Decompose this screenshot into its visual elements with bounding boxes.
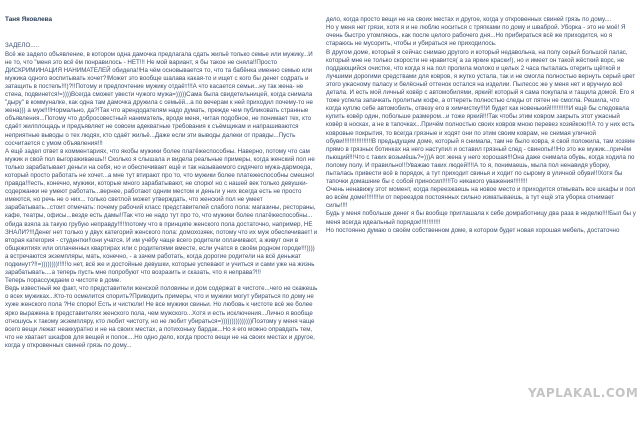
post-right-column <box>326 0 636 360</box>
post-text-left: ЗАДЕЛО..... Всё же задело объявление, в котором одна дамочка предлагала сдать жильё только семье или мужику...И не то, что "меня это всё ём понравилось - НЕТ!!! Не мой вариант, я бы такое не сняла!!Просто ДИСКРИМИНАЦИЯ НАНИМАТЕЛЕЙ обидела!!На чём основывается то, что та бабёнка именно семью или мужика одного воспитывать хочет?!Может это вообще шалава какая-то и ищет с кого бы денег содрать и затащить в постель!!!)?!!Потому и предпочтение мужику отдаёт!!!А что касается семьи...ну так жена- не стена, подвинется!=))))Всегда сможет увести чужого мужа=)))))Сама была свидетельницей, когда снимала "дыру" в коммуналке, как одна там дамочка дружила с семьёй...а по вечерам к ней приходил почему-то не жена))) а муж!!!!Нормально, да?!Так что арендодателям надо думать, прежде чем публиковать странные объявления...Потому что добросовестный наниматель, вроде меня, читая подобное, не понимает тех, кто сдаёт жилплощадь и предъявляет не совсем адекватные требования к съёмщикам и напрашиваются неприятные выводы о тех людях, кто сдаёт жильё...Даже если эти выводы далеки от правды...Пусть сосчитается с умом объявления!!! А ещё задел ответ в комментариях, что якобы мужики более платёжеспособны. Наверно, потому что сам мужик и свой пол выгораживаешь!! Сколько я слышала и видела реальные примеры, когда женский пол не только зарабатывает деньги на себя, но и обеспечивает ещё и так называемого сидячего мужа-дармоеда, который просто работать не хочет...а мне тут втирают про то, что мужики более платежеспособны смешно! правда!!!есть, конечно, мужики, которые много зарабатывают, не спорю! но с нашей век только девушки-содержанки не умеют работать...вернее, работают одним местом и деньги у них всегда есть не просто имеются, но речь не о них... только светлой может утверждать, что женский пол не умеет зарабатывать...стоит отмечать: почему рабочий класс представителей слабого пола: магазины, рестораны, кафе, театры, офисы...везде есть дамы!!Так что не надо тут про то, что мужики более платёжеспособны... обида взяла за такую грубую неправду!!!!!потому что в принципе женского пола достаточно, например, НЕ ЗНАЛИ?!!!Денег нет только у двух категорий женского пола: домохозяек, потому что их муж обеспечивает! и вторая категория - студентки!!они учатся. И им учёбу чаще всего родители оплачивают, а живут они в общежитиях или оплаченных квартирах или с родителями вместе, если учатся в своём родном городе!!!)))) а встречаются экземпляры, мать, конечно, - а зачем работать, когда дорогие родители на всё деньжат подкинут?!!=))))))))!!!!!!о нет, всё же и достойные девушки, которые успевают и учиться и сами уже на жизнь зарабатывать....а теперь пусть мне попробуют что возразить и сказать, что я неправа?!!! Теперь порассуждаем о чистоте в доме. Ведь известный же факт, что представители женской половины и дом содержат в чистоте...чего не скажешь о всех мужиках...Кто-то осмелится спорить?Приводить примеры, что и мужики могут убираться по дому не хуже женского пола ?Не спорю! Есть и чистюли! Не все мужики свиньи. Но любовь к чистоте всё же более ярко выражена в представителях женского пола, чем мужского...Хотя и есть исключения...Лично я вообще отношусь к такому экземпляру, кто любит чистоту, но не любит убираться=)))))))))))))))Поэтому у меня чаще всего вещи лежат неаккуратно и не на своих местах, а потихоньку бардак...Но я его можно оправдать тем, что не хватает шкафов для вещей и полок....Но одно дело, когда просто вещи не на своих местах и другое, когда у откровенных свиней грязь по дому... <box>5 42 318 349</box>
post-author[interactable]: Таня Яковлева <box>5 16 53 24</box>
post-text-right: дело, когда просто вещи не на своих местах и другое, когда у откровенных свиней грязь по дому.... Но у меня нет грязи, хотя я и не люблю носиться с тряпками по дому и шваброй. Уборка - это не моё! Я очень быстро утомляюсь, как после целого рабочего дня...Но прибираться всё же приходится, но я стараюсь не мусорить, чтобы и убираться не приходилось. В другом доме, который я сейчас снимаю другого и который недавольна, на полу серый большой палас, который мне не только скорости не нравится( а за яркие краски!), но и имеет он такой жёсткий ворс, не поддающийся очистке, что когда я на пол пролила молоко и целых 2 часа пыталась отерить щёткой и лучшими дорогими средствами для ковров, я жутко устала, так и не смогла полностью вернуть серый цвет этого ужасному паласу и белёсный оттенок остался на изделии. Пылесос же у меня нет и вручную всё детала. И есть мой личный ковёр с автомобилями, яркий! который я сама покупала и тащила домой. Его я тоже успела запачкать пролитым кофе, а оттереть полностью следы от пятен не смогла. Решила, что когда куплю себе автомобиль, отвезу его в химчистку!!!И будет как новенький!!!!!!!!!!!И ещё бы следовала купить ковёр один, побольше размером...и тоже яркий!!!Так чтобы этим ковром закрыть этот ужасный ковёр в носках, а не в тапочках...Причём полностью своих ковров мною перевез хозяйкою!!!А то у них есть ковровые покрытия, то всегда грязные и ходят они по этим своим коврам, не снимая уличной обуви!!!!!!!!!!!!!!!!!В предыдущем доме, который я снимала, там не было ковра, я свой положила, там хозяин прямо в грязных ботинках на него наступил и оставил грязный след - свинопы!!!Но это же мужик...причём пьющий!!!Что с таких возьмёшь?=)))А вот жена у него хорошая!!!Она даже снимала обувь, когда ходила по полому полу. И правильно!!!Уважаю таких людей!!!!А то я, понимаешь, мыла пол ненавидя уборку, пыталась привести всё в порядок, а тут приходит свинья и ходит по сырому в уличной обуви!!!Хотя бы тапочки домашние бы с собой приносил!!!!!То никакого уважения!!!!!!!! Очень ненавижу этот момент, когда переезжаешь на новое место и приходится отмывать все шкафы и пол во всём доме!!!!!!!!!и от переездов постоянных сильно изматываешь, а тут ещё эта уборка отнимает силы!!!! Будь у меня побольше денег я бы вообще приглашала к себе домработницу два раза в неделю!!!!Был бы у меня всегда идеальный порядок!!!!!!!!!!!! Но постоянно думаю о своём собственном доме, в котором будет новая хорошая мебель, достаточно <box>326 16 636 234</box>
site-watermark: YAPLAKAL.COM <box>528 386 639 400</box>
post-left-column <box>5 0 319 412</box>
